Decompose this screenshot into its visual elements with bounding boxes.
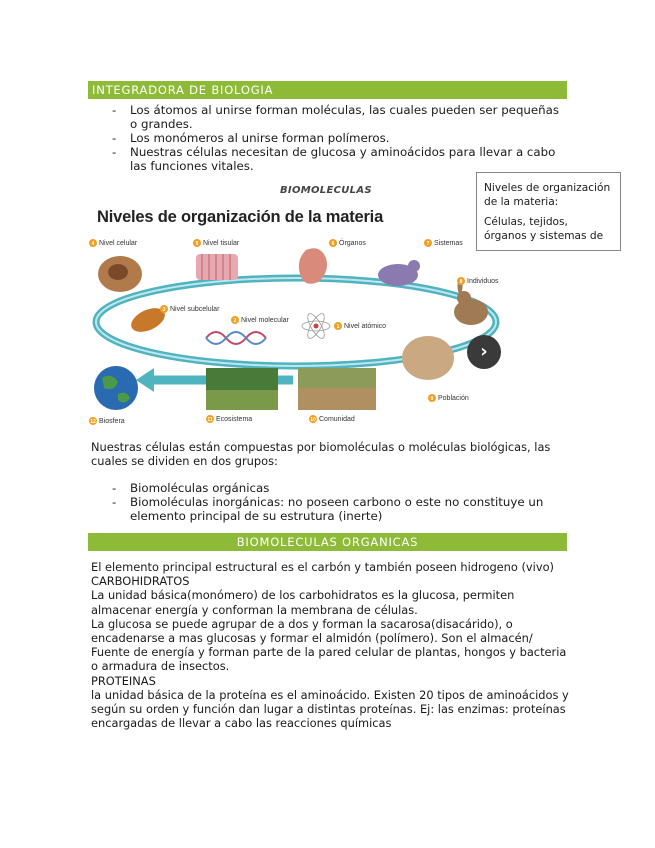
body-text: Nuestras células están compuestas por biomoléculas o moléculas biológicas, las cuales se dividen en dos grupos: bbox=[91, 440, 551, 469]
badge-num: 8 bbox=[459, 279, 463, 285]
chevron-right-icon: › bbox=[480, 341, 488, 362]
level-label: Comunidad bbox=[319, 416, 355, 423]
diagram-heading: Niveles de organización de la materia bbox=[97, 208, 384, 226]
badge-num: 3 bbox=[162, 307, 166, 313]
badge-num: 10 bbox=[310, 417, 316, 423]
list-item: - Biomoléculas orgánicas bbox=[90, 481, 568, 495]
atom-nucleus bbox=[314, 324, 319, 329]
list-item: - Los átomos al unirse forman moléculas, las cuales pueden ser pequeñas o grandes. bbox=[90, 103, 568, 131]
level-label: Nivel atómico bbox=[344, 323, 387, 330]
body-paragraph bbox=[91, 440, 571, 468]
level-label: Población bbox=[438, 395, 469, 402]
list-item: - Biomoléculas inorgánicas: no poseen carbono o este no constituye un elemento principal de su estrutura (inerte) bbox=[90, 495, 568, 523]
level-label: Nivel subcelular bbox=[170, 306, 220, 313]
section-line: La glucosa se puede agrupar de a dos y forman la sacarosa(disacárido), o encadenarse a mas glucosas y formar el almidón (polímero). Son el almacén/ Fuente de energía y forman parte de la pared celular de plantas, hongos y bacteria o armadura de insectos. bbox=[91, 616, 567, 674]
ecosystem-ground bbox=[206, 390, 278, 410]
badge-num: 1 bbox=[336, 324, 340, 330]
cell-nucleus bbox=[108, 264, 128, 280]
earth-illustration bbox=[94, 366, 138, 410]
popup-line-1: Niveles de organización de la materia: bbox=[484, 182, 611, 208]
badge-num: 4 bbox=[91, 241, 95, 247]
list-item: - Nuestras células necesitan de glucosa y aminoácidos para llevar a cabo las funciones vitales. bbox=[90, 145, 568, 173]
next-slide-button[interactable] bbox=[467, 335, 501, 369]
badge-num: 7 bbox=[426, 241, 430, 247]
section-heading-proteinas: PROTEINAS bbox=[91, 673, 156, 688]
animal-head bbox=[408, 260, 420, 272]
section-line: El elemento principal estructural es el carbón y también poseen hidrogeno (vivo) bbox=[91, 560, 554, 574]
badge-num: 5 bbox=[195, 241, 199, 247]
popup-line-2: Células, tejidos, órganos y sistemas de bbox=[484, 216, 604, 242]
section-heading-carbohidratos: CARBOHIDRATOS bbox=[91, 574, 190, 589]
header-bar: INTEGRADORA DE BIOLOGIA bbox=[88, 81, 567, 99]
level-label: Individuos bbox=[467, 278, 499, 285]
level-label: Ecosistema bbox=[216, 416, 253, 423]
comment-popup[interactable] bbox=[476, 172, 621, 251]
badge-num: 6 bbox=[331, 241, 335, 247]
level-label: Nivel celular bbox=[99, 240, 138, 247]
figure-title: BIOMOLECULAS bbox=[280, 185, 372, 196]
level-label: Biosfera bbox=[99, 418, 125, 425]
section-line: La unidad básica(monómero) de los carbohidratos es la glucosa, permiten almacenar energía y conforman la membrana de células. bbox=[91, 588, 515, 617]
section-content bbox=[91, 560, 571, 730]
level-label: Nivel molecular bbox=[241, 317, 289, 324]
organization-levels-diagram bbox=[88, 230, 508, 430]
list-item: - Los monómeros al unirse forman polímeros. bbox=[90, 131, 568, 145]
dna-strand-b bbox=[206, 332, 266, 344]
badge-num: 11 bbox=[207, 417, 213, 423]
dna-strand-a bbox=[206, 332, 266, 344]
level-label: Órganos bbox=[339, 240, 366, 247]
level-label: Sistemas bbox=[434, 240, 463, 247]
community-ground bbox=[298, 388, 376, 410]
intro-bullet-list bbox=[90, 103, 568, 173]
population-illustration bbox=[402, 336, 454, 380]
section-line: la unidad básica de la proteína es el aminoácido. Existen 20 tipos de aminoácidos y según su orden y función dan lugar a distintas proteínas. Ej: las enzimas: proteínas encargadas de llevar a cabo las reacciones químicas bbox=[91, 687, 569, 731]
badge-num: 9 bbox=[430, 396, 434, 402]
arrow-head-icon bbox=[136, 368, 154, 392]
badge-num: 2 bbox=[233, 318, 237, 324]
level-label: Nivel tisular bbox=[203, 240, 240, 247]
badge-num: 12 bbox=[90, 419, 96, 425]
group-bullet-list bbox=[90, 481, 568, 523]
section-bar: BIOMOLECULAS ORGANICAS bbox=[88, 533, 567, 551]
